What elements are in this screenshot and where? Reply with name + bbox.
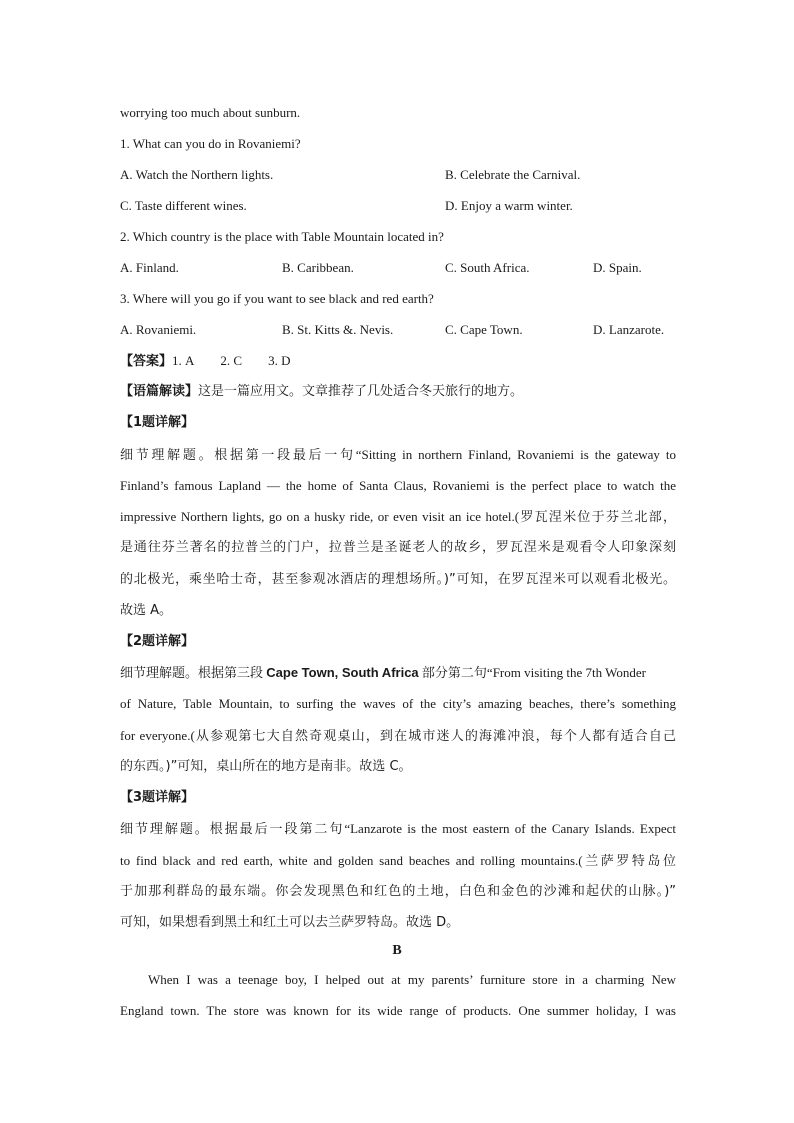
detail-3-line-4: 可知，如果想看到黑土和红土可以去兰萨罗特岛。故选 D。: [120, 915, 460, 930]
detail-1-line-2: Finland’s famous Lapland — the home of Santa Claus, Rovaniemi is the perfect place to watch the: [120, 478, 676, 493]
detail-2-heading: 【2题详解】: [120, 634, 195, 649]
question-3-option-b: B. St. Kitts &. Nevis.: [282, 322, 394, 337]
answer-item-1: 1. A: [172, 353, 195, 368]
reading-text: 这是一篇应用文。文章推荐了几处适合冬天旅行的地方。: [198, 384, 524, 399]
question-1-option-d: D. Enjoy a warm winter.: [445, 198, 573, 213]
detail-1-line-3: impressive Northern lights, go on a husky ride, or even visit an ice hotel.(罗瓦涅米位于芬兰北部，: [120, 509, 676, 524]
question-3-option-c: C. Cape Town.: [445, 322, 523, 337]
question-1-stem: 1. What can you do in Rovaniemi?: [120, 136, 301, 151]
section-b-line-1: When I was a teenage boy, I helped out at my parents’ furniture store in a charming New: [148, 972, 676, 987]
detail-2-line-3: for everyone.(从参观第七大自然奇观桌山，到在城市迷人的海滩冲浪，每个人都有适合自己: [120, 728, 676, 743]
reading-label: 【语篇解读】: [120, 384, 199, 399]
question-1-option-b: B. Celebrate the Carnival.: [445, 167, 581, 182]
detail-1-heading: 【1题详解】: [120, 415, 195, 430]
detail-1-line-5: 的北极光，乘坐哈士奇，甚至参观冰酒店的理想场所。)”可知，在罗瓦涅米可以观看北极光。: [120, 572, 676, 587]
answer-label: 【答案】: [120, 354, 173, 369]
detail-2-line-1-pre: 细节理解题。根据第三段: [120, 665, 267, 680]
detail-2-line-1-post: 部分第二句“From visiting the 7th Wonder: [418, 665, 646, 680]
detail-2-line-4: 的东西。)”可知，桌山所在的地方是南非。故选 C。: [120, 759, 412, 774]
section-b-line-2: England town. The store was known for its wide range of products. One summer holiday, I was: [120, 1003, 676, 1018]
question-2-option-a: A. Finland.: [120, 260, 179, 275]
question-2-stem: 2. Which country is the place with Table Mountain located in?: [120, 229, 444, 244]
detail-2-line-2: of Nature, Table Mountain, to surfing the waves of the city’s amazing beaches, there’s something: [120, 696, 676, 711]
reading-analysis: [120, 383, 676, 401]
detail-3-line-2: to find black and red earth, white and golden sand beaches and rolling mountains.(兰萨罗特岛位: [120, 853, 676, 868]
detail-2-line-1-bold: Cape Town, South Africa: [266, 665, 419, 680]
detail-3-heading: 【3题详解】: [120, 790, 195, 805]
question-2-option-b: B. Caribbean.: [282, 260, 354, 275]
answer-item-3: 3. D: [268, 353, 291, 368]
detail-3-line-3: 于加那利群岛的最东端。你会发现黑色和红色的土地，白色和金色的沙滩和起伏的山脉。)”: [120, 884, 676, 899]
detail-1-line-6: 故选 A。: [120, 603, 173, 618]
detail-1-line-1: 细节理解题。根据第一段最后一句“Sitting in northern Finland, Rovaniemi is the gateway to: [120, 447, 676, 462]
detail-2-line-1: [120, 664, 676, 682]
detail-3-line-1: 细节理解题。根据最后一段第二句“Lanzarote is the most eastern of the Canary Islands. Expect: [120, 821, 676, 836]
detail-1-line-4: 是通往芬兰著名的拉普兰的门户，拉普兰是圣诞老人的故乡，罗瓦涅米是观看令人印象深刻: [120, 540, 676, 555]
question-3-option-d: D. Lanzarote.: [593, 322, 665, 337]
section-b-title: B: [392, 943, 402, 958]
question-1-option-c: C. Taste different wines.: [120, 198, 247, 213]
answer-item-2: 2. C: [220, 353, 243, 368]
question-1-option-a: A. Watch the Northern lights.: [120, 167, 274, 182]
question-2-option-d: D. Spain.: [593, 260, 642, 275]
answer-line: [120, 352, 676, 371]
question-3-option-a: A. Rovaniemi.: [120, 322, 197, 337]
question-3-stem: 3. Where will you go if you want to see black and red earth?: [120, 291, 434, 306]
passage-continuation: worrying too much about sunburn.: [120, 105, 301, 120]
question-2-option-c: C. South Africa.: [445, 260, 530, 275]
